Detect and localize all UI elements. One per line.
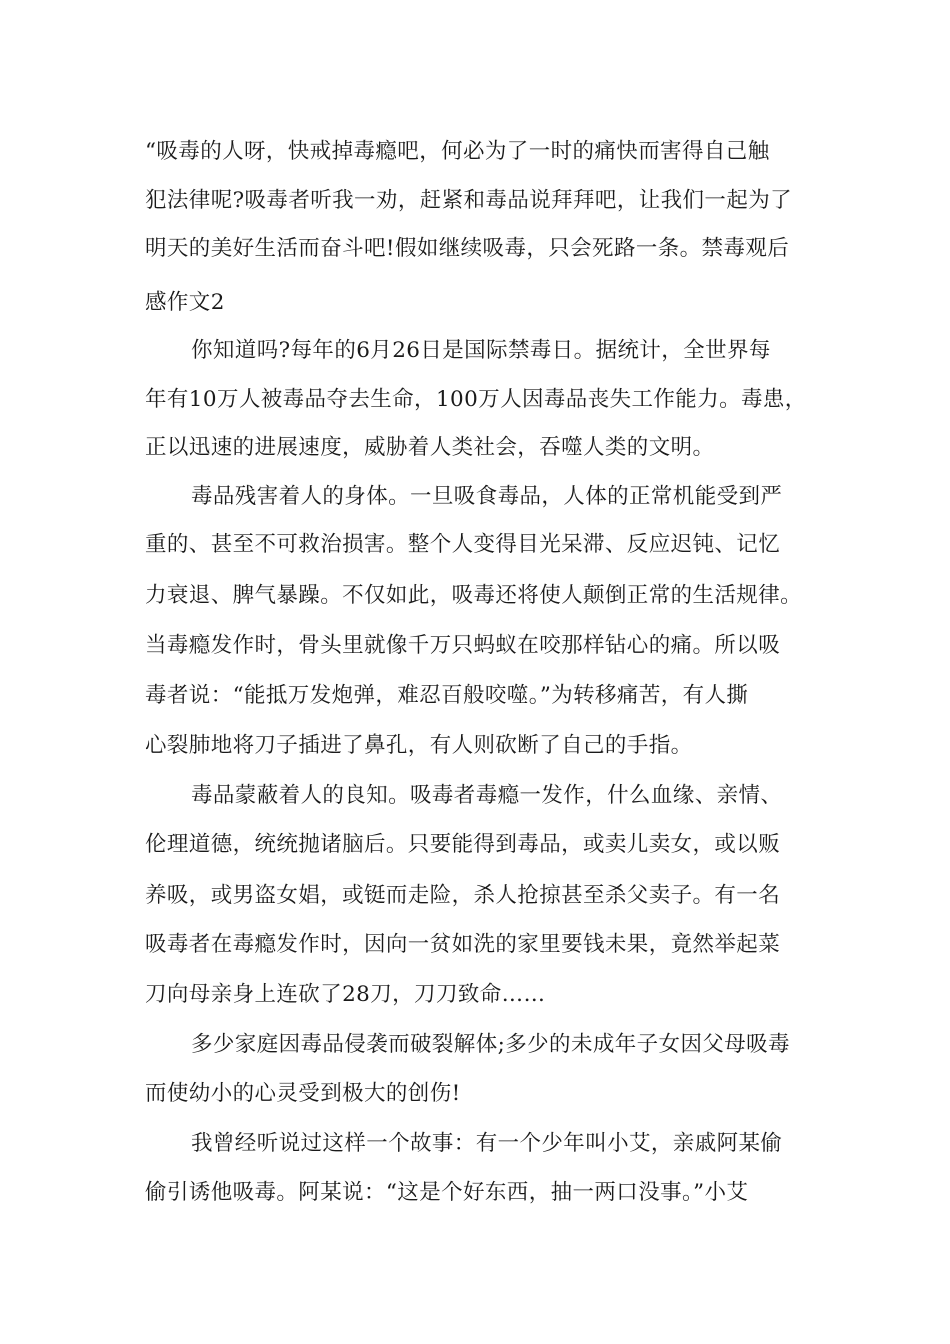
text-line: 心裂肺地将刀子插进了鼻孔，有人则砍断了自己的手指。 (145, 733, 693, 758)
text-line: 刀向母亲身上连砍了28刀，刀刀致命…… (145, 982, 546, 1007)
text-line: 毒者说：“能抵万发炮弹，难忍百般咬噬。”为转移痛苦，有人撕 (145, 683, 749, 708)
text-line: 养吸，或男盗女娼，或铤而走险，杀人抢掠甚至杀父卖子。有一名 (145, 883, 781, 908)
text-line: “吸毒的人呀，快戒掉毒瘾吧，何必为了一时的痛快而害得自己触 (145, 139, 770, 164)
text-line: 偷引诱他吸毒。阿某说：“这是个好东西，抽一两口没事。”小艾 (145, 1180, 749, 1205)
text-line: 年有10万人被毒品夺去生命，100万人因毒品丧失工作能力。毒患， (145, 387, 807, 412)
text-line: 当毒瘾发作时，骨头里就像千万只蚂蚁在咬那样钻心的痛。所以吸 (145, 633, 781, 658)
paragraph-first-line: 毒品残害着人的身体。一旦吸食毒品，人体的正常机能受到严 (191, 484, 783, 509)
text-line: 而使幼小的心灵受到极大的创伤! (145, 1081, 461, 1106)
text-line: 重的、甚至不可救治损害。整个人变得目光呆滞、反应迟钝、记忆 (145, 532, 781, 557)
paragraph-first-line: 我曾经听说过这样一个故事：有一个少年叫小艾，亲戚阿某偷 (191, 1131, 783, 1156)
paragraph-first-line: 毒品蒙蔽着人的良知。吸毒者毒瘾一发作，什么血缘、亲情、 (191, 783, 783, 808)
text-line: 吸毒者在毒瘾发作时，因向一贫如洗的家里要钱未果，竟然举起菜 (145, 932, 781, 957)
text-line: 力衰退、脾气暴躁。不仅如此，吸毒还将使人颠倒正常的生活规律。 (145, 583, 803, 608)
text-line: 正以迅速的进展速度，威胁着人类社会，吞噬人类的文明。 (145, 435, 715, 460)
text-line: 明天的美好生活而奋斗吧!假如继续吸毒，只会死路一条。禁毒观后 (145, 236, 790, 261)
paragraph-first-line: 多少家庭因毒品侵袭而破裂解体;多少的未成年子女因父母吸毒 (191, 1032, 790, 1057)
paragraph-first-line: 你知道吗?每年的6月26日是国际禁毒日。据统计，全世界每 (191, 338, 771, 363)
text-line: 犯法律呢?吸毒者听我一劝，赶紧和毒品说拜拜吧，让我们一起为了 (145, 188, 793, 213)
text-line: 伦理道德，统统抛诸脑后。只要能得到毒品，或卖儿卖女，或以贩 (145, 832, 781, 857)
text-line: 感作文2 (145, 290, 225, 315)
